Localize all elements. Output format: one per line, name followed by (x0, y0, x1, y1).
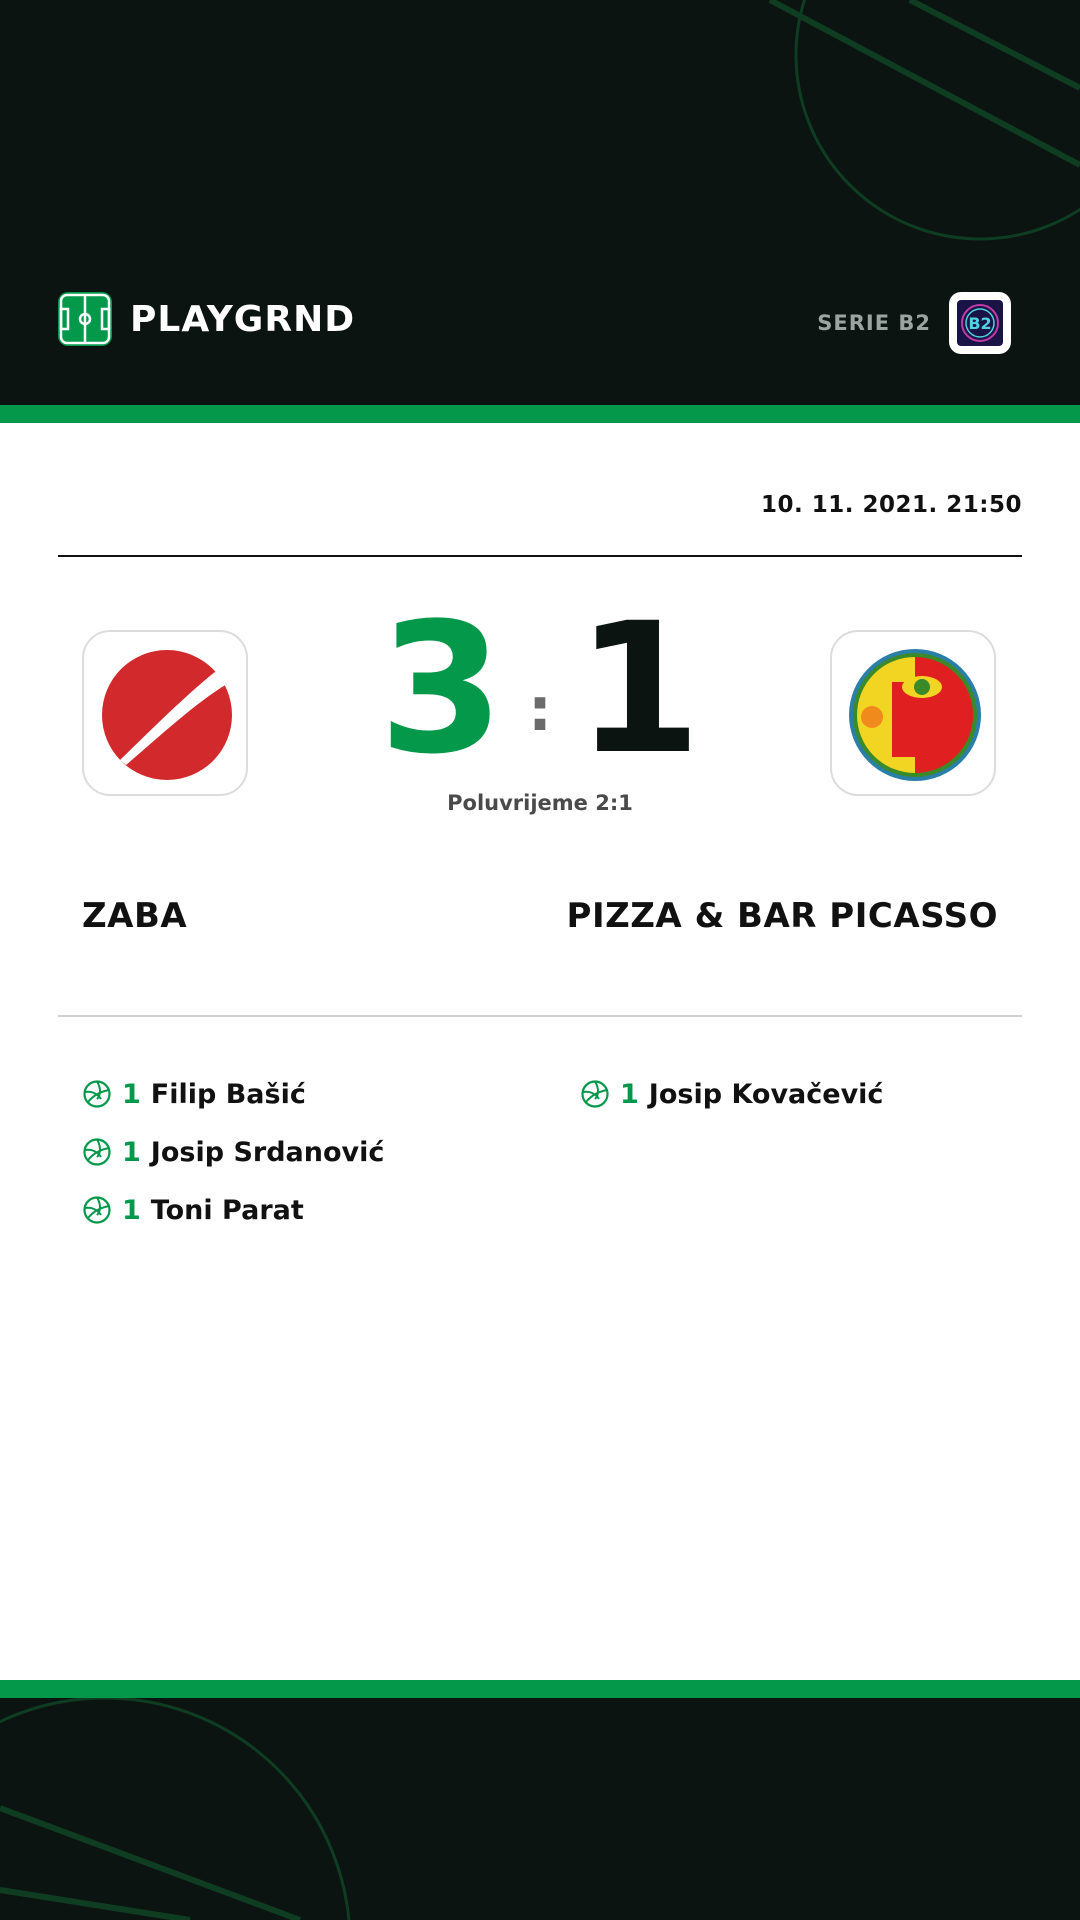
svg-text:B2: B2 (968, 314, 992, 333)
scorer-item (82, 1123, 384, 1181)
scorer-item (82, 1065, 384, 1123)
brand (58, 292, 355, 346)
scorer-name: Josip Kovačević (648, 1078, 884, 1110)
scoreline (360, 585, 720, 794)
halftime-score: Poluvrijeme 2:1 (447, 791, 633, 815)
footer-accent-stripe (0, 1680, 1080, 1698)
home-team-name: ZABA (82, 896, 188, 936)
scorer-item (580, 1065, 883, 1123)
volleyball-icon (580, 1079, 610, 1109)
header-accent-stripe (0, 405, 1080, 423)
scorer-item (82, 1181, 384, 1239)
goal-count: 1 (620, 1078, 639, 1110)
league-b2-badge (949, 292, 1011, 354)
league (817, 292, 1011, 354)
away-score: 1 (576, 585, 702, 794)
divider (58, 1015, 1022, 1017)
away-scorers-list (580, 1065, 883, 1123)
pitch-icon (58, 292, 112, 346)
goal-count: 1 (122, 1136, 141, 1168)
goal-count: 1 (122, 1078, 141, 1110)
pitch-lines-decoration (0, 1698, 1080, 1920)
volleyball-icon (82, 1137, 112, 1167)
zaba-team-logo (82, 630, 248, 796)
footer (0, 1698, 1080, 1920)
picasso-team-logo (830, 630, 996, 796)
score-separator: : (528, 675, 552, 745)
home-score: 3 (378, 585, 504, 794)
home-scorers-list (82, 1065, 384, 1239)
scorer-name: Toni Parat (150, 1194, 304, 1226)
league-name: SERIE B2 (817, 311, 931, 335)
divider (58, 555, 1022, 557)
away-team-name: PIZZA & BAR PICASSO (566, 896, 998, 936)
goal-count: 1 (122, 1194, 141, 1226)
scorer-name: Josip Srdanović (150, 1136, 385, 1168)
volleyball-icon (82, 1195, 112, 1225)
match-datetime: 10. 11. 2021. 21:50 (761, 492, 1022, 518)
header (0, 0, 1080, 405)
brand-name: PLAYGRND (130, 298, 356, 340)
scorer-name: Filip Bašić (150, 1078, 306, 1110)
volleyball-icon (82, 1079, 112, 1109)
